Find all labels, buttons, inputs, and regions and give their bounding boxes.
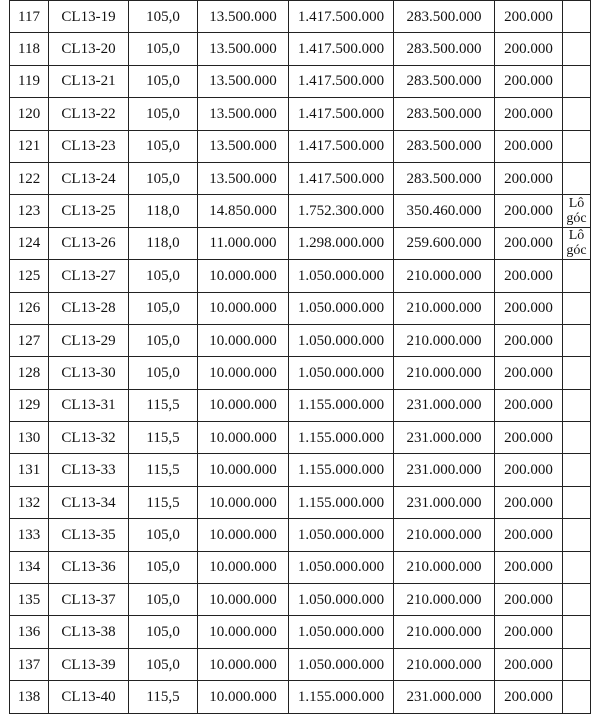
table-row	[10, 98, 591, 130]
note-cell	[563, 292, 591, 324]
unit-price-cell: 10.000.000	[198, 260, 289, 292]
lot-code-cell: CL13-25	[49, 195, 129, 227]
row-number-cell: 124	[10, 227, 49, 259]
area-cell: 115,5	[129, 486, 198, 518]
row-number-cell: 127	[10, 324, 49, 356]
area-cell: 105,0	[129, 260, 198, 292]
fee-cell: 200.000	[495, 422, 563, 454]
table-row	[10, 227, 591, 259]
fee-cell: 200.000	[495, 616, 563, 648]
lot-code-cell: CL13-35	[49, 519, 129, 551]
lot-code-cell: CL13-32	[49, 422, 129, 454]
area-cell: 105,0	[129, 33, 198, 65]
area-cell: 115,5	[129, 681, 198, 713]
lot-code-cell: CL13-31	[49, 389, 129, 421]
table-row	[10, 519, 591, 551]
area-cell: 105,0	[129, 65, 198, 97]
row-number-cell: 125	[10, 260, 49, 292]
area-cell: 105,0	[129, 648, 198, 680]
lot-code-cell: CL13-28	[49, 292, 129, 324]
unit-price-cell: 10.000.000	[198, 519, 289, 551]
unit-price-cell: 10.000.000	[198, 292, 289, 324]
deposit-cell: 231.000.000	[394, 486, 495, 518]
table-row	[10, 454, 591, 486]
note-cell	[563, 65, 591, 97]
deposit-cell: 283.500.000	[394, 130, 495, 162]
deposit-cell: 210.000.000	[394, 616, 495, 648]
fee-cell: 200.000	[495, 98, 563, 130]
area-cell: 118,0	[129, 195, 198, 227]
note-cell: Lô góc	[563, 227, 591, 259]
fee-cell: 200.000	[495, 195, 563, 227]
total-price-cell: 1.050.000.000	[289, 519, 394, 551]
fee-cell: 200.000	[495, 454, 563, 486]
lot-code-cell: CL13-37	[49, 584, 129, 616]
deposit-cell: 259.600.000	[394, 227, 495, 259]
area-cell: 105,0	[129, 616, 198, 648]
deposit-cell: 283.500.000	[394, 162, 495, 194]
area-cell: 115,5	[129, 454, 198, 486]
fee-cell: 200.000	[495, 648, 563, 680]
table-row	[10, 162, 591, 194]
row-number-cell: 123	[10, 195, 49, 227]
total-price-cell: 1.155.000.000	[289, 681, 394, 713]
table-row	[10, 65, 591, 97]
note-cell	[563, 33, 591, 65]
row-number-cell: 132	[10, 486, 49, 518]
fee-cell: 200.000	[495, 324, 563, 356]
note-cell	[563, 681, 591, 713]
fee-cell: 200.000	[495, 227, 563, 259]
row-number-cell: 118	[10, 33, 49, 65]
row-number-cell: 129	[10, 389, 49, 421]
unit-price-cell: 10.000.000	[198, 422, 289, 454]
unit-price-cell: 13.500.000	[198, 1, 289, 33]
total-price-cell: 1.417.500.000	[289, 98, 394, 130]
unit-price-cell: 11.000.000	[198, 227, 289, 259]
lot-code-cell: CL13-27	[49, 260, 129, 292]
note-cell	[563, 422, 591, 454]
deposit-cell: 231.000.000	[394, 422, 495, 454]
note-cell	[563, 616, 591, 648]
lot-code-cell: CL13-36	[49, 551, 129, 583]
row-number-cell: 133	[10, 519, 49, 551]
table-row	[10, 486, 591, 518]
lot-code-cell: CL13-29	[49, 324, 129, 356]
deposit-cell: 283.500.000	[394, 65, 495, 97]
table-row	[10, 389, 591, 421]
total-price-cell: 1.050.000.000	[289, 616, 394, 648]
table-row	[10, 422, 591, 454]
fee-cell: 200.000	[495, 389, 563, 421]
row-number-cell: 130	[10, 422, 49, 454]
unit-price-cell: 13.500.000	[198, 98, 289, 130]
note-cell	[563, 551, 591, 583]
unit-price-cell: 13.500.000	[198, 33, 289, 65]
unit-price-cell: 10.000.000	[198, 648, 289, 680]
row-number-cell: 120	[10, 98, 49, 130]
total-price-cell: 1.417.500.000	[289, 33, 394, 65]
note-cell	[563, 98, 591, 130]
fee-cell: 200.000	[495, 551, 563, 583]
area-cell: 115,5	[129, 422, 198, 454]
unit-price-cell: 10.000.000	[198, 389, 289, 421]
deposit-cell: 283.500.000	[394, 33, 495, 65]
total-price-cell: 1.050.000.000	[289, 357, 394, 389]
total-price-cell: 1.752.300.000	[289, 195, 394, 227]
total-price-cell: 1.155.000.000	[289, 422, 394, 454]
row-number-cell: 117	[10, 1, 49, 33]
table-body	[10, 1, 591, 714]
row-number-cell: 128	[10, 357, 49, 389]
table-row	[10, 195, 591, 227]
fee-cell: 200.000	[495, 584, 563, 616]
fee-cell: 200.000	[495, 519, 563, 551]
total-price-cell: 1.417.500.000	[289, 65, 394, 97]
unit-price-cell: 10.000.000	[198, 616, 289, 648]
deposit-cell: 231.000.000	[394, 454, 495, 486]
area-cell: 105,0	[129, 324, 198, 356]
note-cell	[563, 130, 591, 162]
fee-cell: 200.000	[495, 162, 563, 194]
total-price-cell: 1.050.000.000	[289, 260, 394, 292]
unit-price-cell: 14.850.000	[198, 195, 289, 227]
fee-cell: 200.000	[495, 681, 563, 713]
area-cell: 105,0	[129, 519, 198, 551]
unit-price-cell: 10.000.000	[198, 454, 289, 486]
table-row	[10, 33, 591, 65]
table-row	[10, 1, 591, 33]
total-price-cell: 1.155.000.000	[289, 486, 394, 518]
row-number-cell: 138	[10, 681, 49, 713]
fee-cell: 200.000	[495, 33, 563, 65]
lot-code-cell: CL13-39	[49, 648, 129, 680]
unit-price-cell: 10.000.000	[198, 357, 289, 389]
note-cell	[563, 389, 591, 421]
deposit-cell: 210.000.000	[394, 551, 495, 583]
note-cell	[563, 260, 591, 292]
total-price-cell: 1.298.000.000	[289, 227, 394, 259]
area-cell: 105,0	[129, 357, 198, 389]
total-price-cell: 1.050.000.000	[289, 584, 394, 616]
row-number-cell: 134	[10, 551, 49, 583]
fee-cell: 200.000	[495, 357, 563, 389]
deposit-cell: 231.000.000	[394, 389, 495, 421]
unit-price-cell: 13.500.000	[198, 65, 289, 97]
deposit-cell: 283.500.000	[394, 1, 495, 33]
table-row	[10, 292, 591, 324]
row-number-cell: 136	[10, 616, 49, 648]
table-row	[10, 551, 591, 583]
deposit-cell: 283.500.000	[394, 98, 495, 130]
area-cell: 105,0	[129, 162, 198, 194]
total-price-cell: 1.417.500.000	[289, 162, 394, 194]
deposit-cell: 210.000.000	[394, 324, 495, 356]
note-cell: Lô góc	[563, 195, 591, 227]
table-row	[10, 130, 591, 162]
lot-code-cell: CL13-21	[49, 65, 129, 97]
row-number-cell: 121	[10, 130, 49, 162]
area-cell: 105,0	[129, 130, 198, 162]
deposit-cell: 210.000.000	[394, 584, 495, 616]
table-row	[10, 681, 591, 713]
deposit-cell: 210.000.000	[394, 292, 495, 324]
lot-code-cell: CL13-19	[49, 1, 129, 33]
table-row	[10, 648, 591, 680]
lot-code-cell: CL13-33	[49, 454, 129, 486]
lot-code-cell: CL13-26	[49, 227, 129, 259]
row-number-cell: 122	[10, 162, 49, 194]
lot-code-cell: CL13-34	[49, 486, 129, 518]
total-price-cell: 1.155.000.000	[289, 389, 394, 421]
area-cell: 115,5	[129, 389, 198, 421]
deposit-cell: 350.460.000	[394, 195, 495, 227]
row-number-cell: 126	[10, 292, 49, 324]
unit-price-cell: 10.000.000	[198, 584, 289, 616]
row-number-cell: 119	[10, 65, 49, 97]
deposit-cell: 231.000.000	[394, 681, 495, 713]
lot-code-cell: CL13-22	[49, 98, 129, 130]
note-cell	[563, 584, 591, 616]
lot-code-cell: CL13-24	[49, 162, 129, 194]
lot-code-cell: CL13-30	[49, 357, 129, 389]
unit-price-cell: 10.000.000	[198, 486, 289, 518]
deposit-cell: 210.000.000	[394, 519, 495, 551]
fee-cell: 200.000	[495, 486, 563, 518]
row-number-cell: 137	[10, 648, 49, 680]
unit-price-cell: 13.500.000	[198, 162, 289, 194]
unit-price-cell: 10.000.000	[198, 324, 289, 356]
lot-code-cell: CL13-23	[49, 130, 129, 162]
note-cell	[563, 1, 591, 33]
note-cell	[563, 454, 591, 486]
note-cell	[563, 648, 591, 680]
unit-price-cell: 13.500.000	[198, 130, 289, 162]
unit-price-cell: 10.000.000	[198, 551, 289, 583]
land-lot-table	[9, 0, 591, 714]
note-cell	[563, 357, 591, 389]
total-price-cell: 1.155.000.000	[289, 454, 394, 486]
area-cell: 105,0	[129, 551, 198, 583]
total-price-cell: 1.050.000.000	[289, 292, 394, 324]
fee-cell: 200.000	[495, 292, 563, 324]
unit-price-cell: 10.000.000	[198, 681, 289, 713]
row-number-cell: 131	[10, 454, 49, 486]
deposit-cell: 210.000.000	[394, 260, 495, 292]
area-cell: 105,0	[129, 292, 198, 324]
total-price-cell: 1.417.500.000	[289, 130, 394, 162]
note-cell	[563, 486, 591, 518]
area-cell: 105,0	[129, 584, 198, 616]
area-cell: 105,0	[129, 1, 198, 33]
note-cell	[563, 162, 591, 194]
deposit-cell: 210.000.000	[394, 357, 495, 389]
total-price-cell: 1.050.000.000	[289, 324, 394, 356]
fee-cell: 200.000	[495, 65, 563, 97]
area-cell: 105,0	[129, 98, 198, 130]
deposit-cell: 210.000.000	[394, 648, 495, 680]
table-row	[10, 260, 591, 292]
lot-code-cell: CL13-38	[49, 616, 129, 648]
table-row	[10, 357, 591, 389]
fee-cell: 200.000	[495, 1, 563, 33]
lot-code-cell: CL13-20	[49, 33, 129, 65]
row-number-cell: 135	[10, 584, 49, 616]
table-row	[10, 616, 591, 648]
note-cell	[563, 324, 591, 356]
table-row	[10, 584, 591, 616]
fee-cell: 200.000	[495, 260, 563, 292]
lot-code-cell: CL13-40	[49, 681, 129, 713]
table-row	[10, 324, 591, 356]
total-price-cell: 1.417.500.000	[289, 1, 394, 33]
area-cell: 118,0	[129, 227, 198, 259]
fee-cell: 200.000	[495, 130, 563, 162]
note-cell	[563, 519, 591, 551]
total-price-cell: 1.050.000.000	[289, 648, 394, 680]
total-price-cell: 1.050.000.000	[289, 551, 394, 583]
